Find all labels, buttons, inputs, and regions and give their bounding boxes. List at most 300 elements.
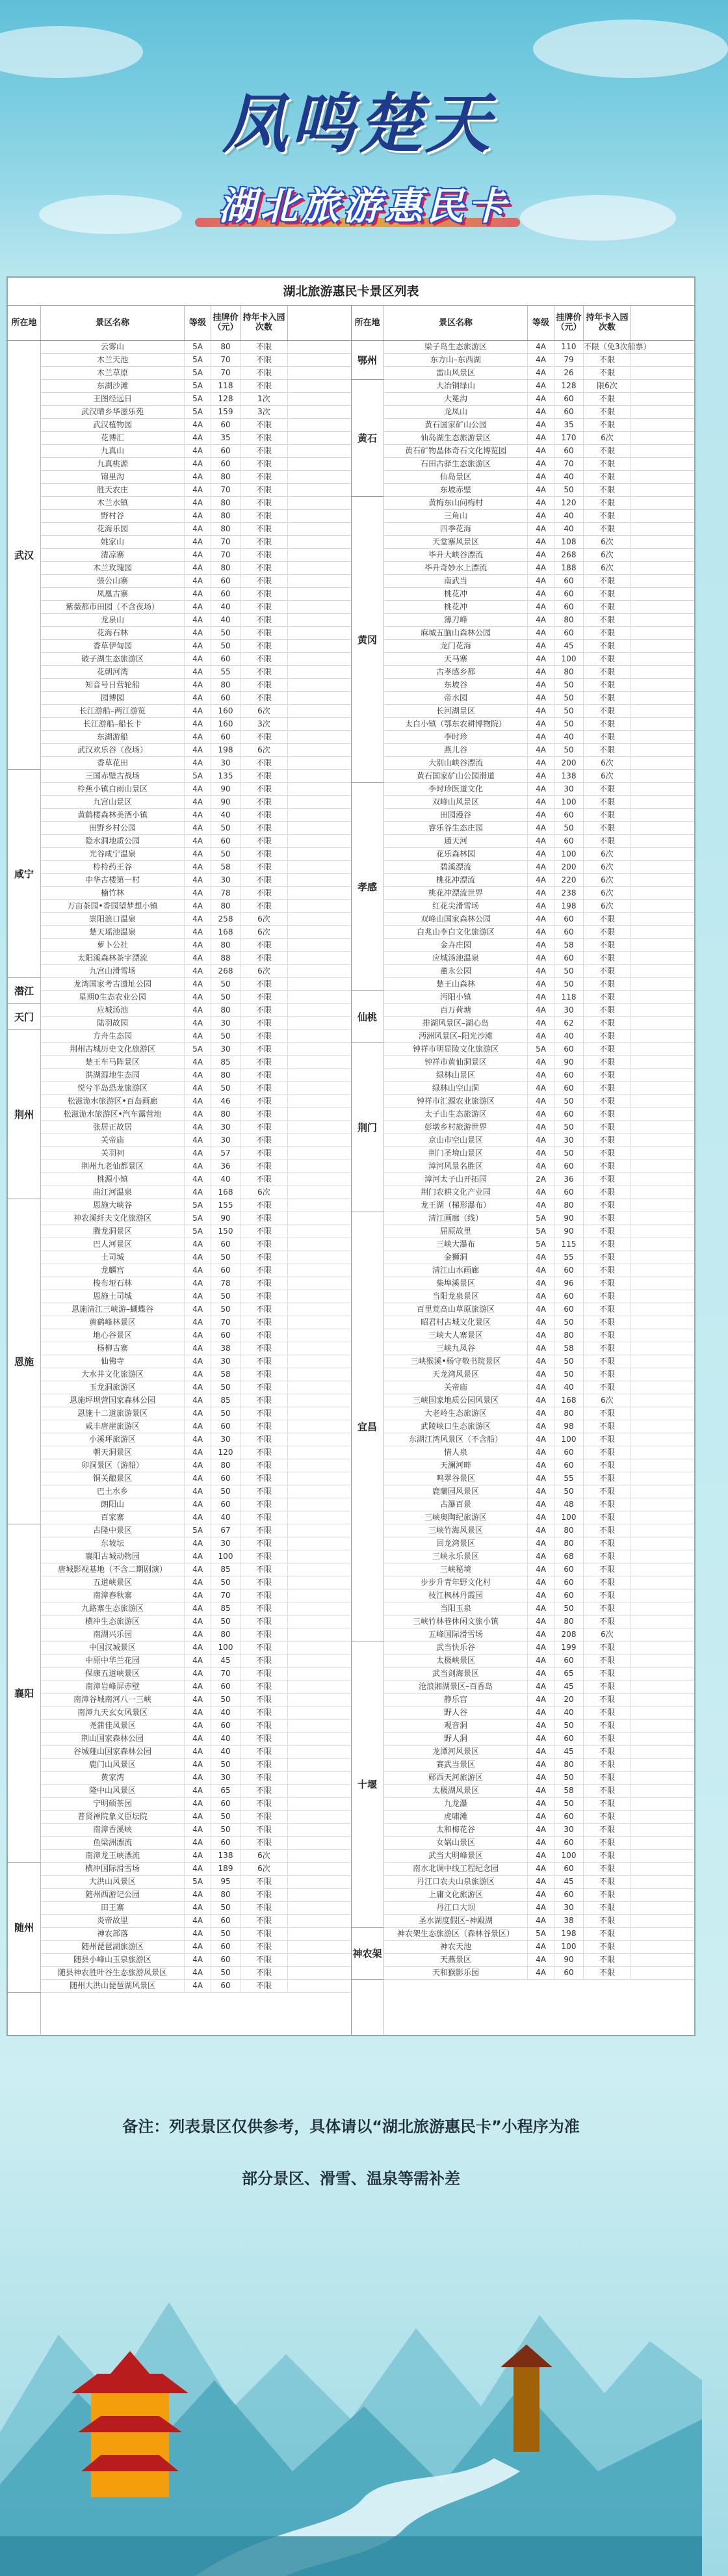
- spot-times: 不限: [240, 1628, 288, 1641]
- table-row: [384, 991, 694, 1004]
- spot-price: 20: [554, 1693, 584, 1706]
- table-row: [384, 1798, 694, 1811]
- spot-name: 九路寨生态旅游区: [41, 1602, 185, 1615]
- spot-times: 不限: [240, 536, 288, 548]
- spot-price: 50: [554, 1720, 584, 1732]
- table-row: [41, 978, 351, 991]
- spot-price: 30: [211, 874, 240, 886]
- spot-name: 田王寨: [41, 1902, 185, 1914]
- spot-price: 90: [554, 1056, 584, 1069]
- table-header: [8, 305, 351, 341]
- spot-name: 大别山峡谷漂流: [384, 757, 528, 769]
- spot-name: 东坡坛: [41, 1537, 185, 1550]
- spot-name: 土司城: [41, 1251, 185, 1264]
- note-secondary: 部分景区、滑雪、温泉等需补差: [242, 2170, 460, 2188]
- spot-times: 不限: [240, 458, 288, 470]
- spot-name: 静乐宫: [384, 1693, 528, 1706]
- spot-price: 118: [211, 380, 240, 392]
- table-row: [41, 1980, 351, 1993]
- table-row: [41, 1524, 351, 1537]
- spot-name: 百里荒高山草原旅游区: [384, 1303, 528, 1316]
- spot-grade: 4A: [528, 1017, 554, 1029]
- table-row: [41, 419, 351, 432]
- spot-grade: 4A: [185, 900, 211, 912]
- spot-price: 45: [554, 640, 584, 652]
- spot-times: 不限: [584, 1759, 631, 1771]
- table-row: [41, 1472, 351, 1485]
- spot-times: 不限: [240, 1004, 288, 1016]
- spot-grade: 4A: [185, 1706, 211, 1719]
- spot-grade: 4A: [528, 484, 554, 496]
- spot-times: 不限: [240, 1772, 288, 1784]
- table-row: [384, 666, 694, 679]
- table-row: [41, 497, 351, 510]
- spot-price: 80: [211, 1459, 240, 1472]
- spot-name: 恩施清江三峡游–蝴蝶谷: [41, 1303, 185, 1316]
- spot-grade: 4A: [185, 1915, 211, 1927]
- spot-price: 60: [554, 445, 584, 457]
- spot-price: 85: [211, 1563, 240, 1576]
- spot-name: 麻城五脑山森林公园: [384, 627, 528, 639]
- spot-price: 60: [554, 1082, 584, 1095]
- spot-name: 大老岭生态旅游区: [384, 1407, 528, 1420]
- table-row: [384, 1472, 694, 1485]
- spot-name: 通天河: [384, 835, 528, 847]
- table-row: [41, 783, 351, 796]
- spot-grade: 4A: [185, 1772, 211, 1784]
- spot-grade: 4A: [528, 627, 554, 639]
- spot-name: 关帝庙: [41, 1134, 185, 1147]
- spot-price: 60: [554, 1459, 584, 1472]
- header-name: 景区名称: [41, 305, 185, 340]
- spot-grade: 4A: [528, 1420, 554, 1433]
- spot-price: 238: [554, 887, 584, 899]
- spot-name: 中国汉城景区: [41, 1641, 185, 1654]
- spot-name: 天堂寨风景区: [384, 536, 528, 548]
- spot-times: 不限: [240, 1199, 288, 1212]
- spot-grade: 4A: [185, 731, 211, 743]
- table-row: [41, 1329, 351, 1342]
- header-grade: 等级: [528, 305, 554, 340]
- spot-times: 不限: [240, 991, 288, 1003]
- spot-times: 不限: [584, 1043, 631, 1056]
- spot-price: 90: [211, 783, 240, 795]
- table-row: [41, 1446, 351, 1459]
- spot-price: 65: [554, 1667, 584, 1680]
- spot-price: 70: [211, 367, 240, 379]
- spot-times: 不限: [240, 1446, 288, 1459]
- spot-grade: 4A: [185, 1004, 211, 1016]
- table-row: [41, 1381, 351, 1394]
- spot-grade: 4A: [528, 393, 554, 405]
- spot-name: 花海石林: [41, 627, 185, 639]
- spot-price: 60: [211, 692, 240, 704]
- spot-price: 60: [554, 588, 584, 600]
- spot-grade: 4A: [528, 939, 554, 951]
- spot-grade: 4A: [528, 1811, 554, 1823]
- spot-times: 不限: [584, 1303, 631, 1316]
- spot-name: 黄梅东山问梅村: [384, 497, 528, 509]
- spot-grade: 4A: [185, 926, 211, 938]
- table-row: [384, 432, 694, 445]
- spot-grade: 4A: [528, 1785, 554, 1797]
- spot-name: 南漳谷城南河八一三峡: [41, 1693, 185, 1706]
- spot-name: 大冕沟: [384, 393, 528, 405]
- region-label: 襄阳: [8, 1524, 40, 1863]
- spot-grade: 4A: [528, 1967, 554, 1979]
- spot-price: 60: [211, 458, 240, 470]
- spot-price: 50: [554, 1147, 584, 1160]
- spot-times: 不限: [240, 1329, 288, 1342]
- spot-times: 不限: [240, 874, 288, 886]
- spot-grade: 4A: [185, 679, 211, 691]
- table-row: [41, 1485, 351, 1498]
- spot-times: 不限: [584, 978, 631, 990]
- spot-name: 三峡永乐景区: [384, 1550, 528, 1563]
- spot-grade: 4A: [528, 1537, 554, 1550]
- spot-name: 恩施大峡谷: [41, 1199, 185, 1212]
- spot-price: 58: [554, 939, 584, 951]
- spot-grade: 4A: [528, 458, 554, 470]
- spot-price: 85: [211, 1394, 240, 1407]
- spot-name: 朝天洞景区: [41, 1446, 185, 1459]
- spot-name: 当阳玉泉: [384, 1602, 528, 1615]
- spot-times: 不限: [240, 796, 288, 808]
- spot-name: 黄鹤楼森林美酒小镇: [41, 809, 185, 821]
- spot-name: 三峡竹林巷休闲文旅小镇: [384, 1615, 528, 1628]
- table-row: [384, 1850, 694, 1863]
- table-row: [384, 1824, 694, 1837]
- table-row: [41, 601, 351, 614]
- spot-grade: 4A: [528, 861, 554, 873]
- spot-name: 枝江枫林丹霞园: [384, 1589, 528, 1602]
- spot-grade: 4A: [528, 445, 554, 457]
- spot-grade: 4A: [528, 913, 554, 925]
- spot-name: 龙门花海: [384, 640, 528, 652]
- spot-price: 50: [211, 1290, 240, 1303]
- spot-grade: 4A: [528, 432, 554, 444]
- table-row: [384, 1576, 694, 1589]
- spot-times: 不限: [240, 1941, 288, 1953]
- spot-times: 不限: [584, 588, 631, 600]
- table-row: [384, 1160, 694, 1173]
- spot-name: 桃花冲: [384, 588, 528, 600]
- spot-name: 神农溪纤夫文化旅游区: [41, 1212, 185, 1225]
- spot-price: 60: [211, 1498, 240, 1511]
- table-row: [384, 588, 694, 601]
- spot-grade: 4A: [528, 1746, 554, 1758]
- spot-times: 不限: [584, 1329, 631, 1342]
- spot-price: 150: [211, 1225, 240, 1238]
- spot-grade: 4A: [185, 1537, 211, 1550]
- spot-times: 不限: [584, 575, 631, 587]
- table-row: [41, 1173, 351, 1186]
- spot-grade: 4A: [528, 1954, 554, 1966]
- table-row: [384, 1902, 694, 1915]
- spot-price: 40: [554, 731, 584, 743]
- table-row: [384, 1772, 694, 1785]
- spot-grade: 4A: [185, 601, 211, 613]
- table-row: [384, 510, 694, 523]
- spot-times: 不限: [240, 1069, 288, 1082]
- spot-name: 随州琵琶湖旅游区: [41, 1941, 185, 1953]
- spot-grade: 4A: [185, 1420, 211, 1433]
- spot-price: 135: [211, 770, 240, 782]
- table-row: [384, 1785, 694, 1798]
- spot-price: 45: [554, 1876, 584, 1888]
- spot-name: 九宫山景区: [41, 796, 185, 808]
- spot-times: 不限: [584, 1876, 631, 1888]
- spot-grade: 4A: [185, 1446, 211, 1459]
- spot-times: 不限: [584, 1160, 631, 1173]
- spot-price: 60: [554, 1186, 584, 1199]
- note-primary: 备注：列表景区仅供参考，具体请以“湖北旅游惠民卡”小程序为准: [122, 2118, 580, 2136]
- region-label: 武汉: [8, 341, 40, 770]
- spot-price: 45: [554, 1680, 584, 1693]
- spot-times: 不限: [584, 1225, 631, 1238]
- spot-name: 万亩茶园•香园望梦想小镇: [41, 900, 185, 912]
- spot-name: 柃蕉小镇白雨山景区: [41, 783, 185, 795]
- spot-grade: 5A: [185, 354, 211, 366]
- table-row: [384, 1589, 694, 1602]
- spot-grade: 5A: [185, 1524, 211, 1537]
- spot-grade: 4A: [185, 965, 211, 977]
- spot-times: 不限: [584, 1472, 631, 1485]
- table-row: [41, 1212, 351, 1225]
- spot-grade: 4A: [528, 588, 554, 600]
- table-row: [384, 1550, 694, 1563]
- table-row: [41, 1785, 351, 1798]
- spot-times: 不限: [584, 445, 631, 457]
- spot-times: 不限: [240, 1316, 288, 1329]
- spot-name: 圣水湖度假区–神殿湖: [384, 1915, 528, 1927]
- spot-name: 中原中华兰花园: [41, 1654, 185, 1667]
- table-row: [41, 1954, 351, 1967]
- spot-times: 不限: [240, 1954, 288, 1966]
- spot-price: 80: [554, 1329, 584, 1342]
- spot-times: 不限: [240, 809, 288, 821]
- spot-times: 不限: [584, 1680, 631, 1693]
- spot-grade: 4A: [185, 1967, 211, 1979]
- table-row: [41, 1511, 351, 1524]
- spot-price: 120: [211, 1446, 240, 1459]
- spot-times: 不限: [240, 549, 288, 561]
- spot-price: 128: [211, 393, 240, 405]
- spot-price: 30: [211, 1134, 240, 1147]
- spot-price: 60: [554, 1069, 584, 1082]
- spot-name: 松滋洈水旅游区•汽车露营地: [41, 1108, 185, 1121]
- spot-times: 不限: [584, 783, 631, 795]
- spot-times: 不限: [240, 445, 288, 457]
- spot-price: 88: [211, 952, 240, 964]
- spot-name: 巴土水乡: [41, 1485, 185, 1498]
- table-row: [41, 1498, 351, 1511]
- spot-times: 不限: [240, 1303, 288, 1316]
- spot-grade: 4A: [185, 1134, 211, 1147]
- ground-shape: [0, 2536, 702, 2576]
- spot-grade: 4A: [185, 510, 211, 522]
- table-row: [41, 432, 351, 445]
- table-row: [384, 1381, 694, 1394]
- spot-price: 60: [554, 1576, 584, 1589]
- spot-price: 30: [554, 1004, 584, 1016]
- spot-price: 80: [211, 471, 240, 483]
- table-row: [384, 497, 694, 510]
- table-row: [41, 1967, 351, 1980]
- spot-name: 桃花冲漂流世界: [384, 887, 528, 899]
- table-row: [384, 393, 694, 406]
- table-row: [384, 419, 694, 432]
- spot-times: 不限: [584, 1095, 631, 1108]
- table-row: [41, 1368, 351, 1381]
- spot-price: 36: [211, 1160, 240, 1173]
- spot-price: 70: [211, 484, 240, 496]
- table-row: [41, 1628, 351, 1641]
- spot-grade: 4A: [185, 1785, 211, 1797]
- spot-price: 50: [554, 1316, 584, 1329]
- spot-grade: 4A: [185, 1863, 211, 1875]
- spot-price: 50: [554, 679, 584, 691]
- spot-price: 57: [211, 1147, 240, 1160]
- spot-name: 香草花田: [41, 757, 185, 769]
- spot-grade: 4A: [528, 1147, 554, 1160]
- region-label: 潜江: [8, 978, 40, 1004]
- spot-times: 不限: [240, 1693, 288, 1706]
- table-row: [41, 1850, 351, 1863]
- spot-price: 159: [211, 406, 240, 418]
- spot-grade: 4A: [528, 1186, 554, 1199]
- table-row: [384, 952, 694, 965]
- spot-price: 30: [211, 1772, 240, 1784]
- spot-grade: 4A: [528, 757, 554, 769]
- spot-name: 恩施十二道旅游景区: [41, 1407, 185, 1420]
- spot-name: 丹江口农夫山泉旅游区: [384, 1876, 528, 1888]
- table-row: [384, 640, 694, 653]
- table-row: [41, 1056, 351, 1069]
- spot-price: 50: [554, 1772, 584, 1784]
- spot-price: 90: [554, 1225, 584, 1238]
- spot-times: 不限: [584, 367, 631, 379]
- spot-name: 钟祥市汇源农业旅游区: [384, 1095, 528, 1108]
- spot-name: 陆羽故园: [41, 1017, 185, 1029]
- table-row: [384, 1316, 694, 1329]
- spot-times: 不限: [240, 1759, 288, 1771]
- spot-grade: 4A: [185, 939, 211, 951]
- spot-grade: 4A: [528, 1264, 554, 1277]
- spot-name: 玉龙洞旅游区: [41, 1381, 185, 1394]
- table-row: [41, 445, 351, 458]
- spot-grade: 4A: [528, 406, 554, 418]
- spot-price: 100: [554, 653, 584, 665]
- spot-grade: 4A: [185, 1147, 211, 1160]
- table-row: [384, 705, 694, 718]
- spot-times: 不限: [240, 887, 288, 899]
- table-row: [384, 1889, 694, 1902]
- spot-grade: 4A: [185, 1316, 211, 1329]
- spot-times: 不限: [240, 1485, 288, 1498]
- spot-times: 不限: [584, 1290, 631, 1303]
- spot-name: 上庸文化旅游区: [384, 1889, 528, 1901]
- spot-times: 不限: [240, 1576, 288, 1589]
- spot-price: 60: [554, 601, 584, 613]
- spot-times: 6次: [240, 1863, 288, 1875]
- spot-grade: 4A: [528, 1316, 554, 1329]
- header-times: 持年卡入园次数: [240, 305, 288, 340]
- spot-name: 百万荷塘: [384, 1004, 528, 1016]
- spot-times: 6次: [584, 1394, 631, 1407]
- spot-times: 不限: [584, 1798, 631, 1810]
- spot-times: 不限: [240, 1160, 288, 1173]
- table-row: [384, 1863, 694, 1876]
- spot-grade: 4A: [528, 1303, 554, 1316]
- spot-times: 不限: [240, 614, 288, 626]
- spot-grade: 4A: [185, 1030, 211, 1042]
- table-row: [384, 1329, 694, 1342]
- spot-price: 30: [211, 1121, 240, 1134]
- table-row: [41, 1537, 351, 1550]
- spot-times: 不限: [584, 1720, 631, 1732]
- cloud-decoration: [39, 195, 182, 234]
- spot-price: 60: [211, 419, 240, 431]
- table-row: [384, 601, 694, 614]
- spot-price: 60: [554, 1589, 584, 1602]
- spot-times: 不限: [240, 1889, 288, 1901]
- spot-price: 60: [211, 1915, 240, 1927]
- spot-name: 长河湖景区: [384, 705, 528, 717]
- spot-name: 花朝河湾: [41, 666, 185, 678]
- region-label: 宜昌: [351, 1212, 384, 1641]
- table-row: [384, 1199, 694, 1212]
- spot-times: 不限: [584, 419, 631, 431]
- spot-times: 不限: [240, 1720, 288, 1732]
- spot-grade: 4A: [528, 952, 554, 964]
- spot-name: 九真桃源: [41, 458, 185, 470]
- spot-price: 50: [211, 1576, 240, 1589]
- spot-times: 不限: [584, 1654, 631, 1667]
- table-row: [41, 1186, 351, 1199]
- spot-price: 80: [211, 341, 240, 353]
- table-row: [41, 1589, 351, 1602]
- spot-grade: 4A: [528, 874, 554, 886]
- spot-price: 30: [211, 1537, 240, 1550]
- spot-price: 40: [211, 1173, 240, 1186]
- region-label: 荆门: [351, 1043, 384, 1212]
- spot-times: 不限: [240, 1251, 288, 1264]
- spot-price: 155: [211, 1199, 240, 1212]
- spot-name: 沔阳小镇: [384, 991, 528, 1003]
- spot-price: 100: [211, 1641, 240, 1654]
- spot-price: 50: [554, 1485, 584, 1498]
- spot-grade: 4A: [528, 1654, 554, 1667]
- table-row: [41, 393, 351, 406]
- spot-name: 柴埠溪景区: [384, 1277, 528, 1290]
- spot-name: 长江游船–船长卡: [41, 718, 185, 730]
- table-row: [384, 1303, 694, 1316]
- spot-times: 6次: [240, 705, 288, 717]
- spot-grade: 4A: [528, 1550, 554, 1563]
- spot-name: 金卉庄园: [384, 939, 528, 951]
- spot-times: 不限: [584, 1941, 631, 1953]
- spot-name: 楚天瑶池温泉: [41, 926, 185, 938]
- spot-price: 60: [211, 835, 240, 847]
- spot-grade: 4A: [185, 1576, 211, 1589]
- spot-grade: 5A: [185, 380, 211, 392]
- spot-times: 不限: [584, 666, 631, 678]
- header-name: 景区名称: [384, 305, 528, 340]
- table-row: [41, 549, 351, 562]
- spot-grade: 4A: [528, 1876, 554, 1888]
- table-row: [41, 1837, 351, 1850]
